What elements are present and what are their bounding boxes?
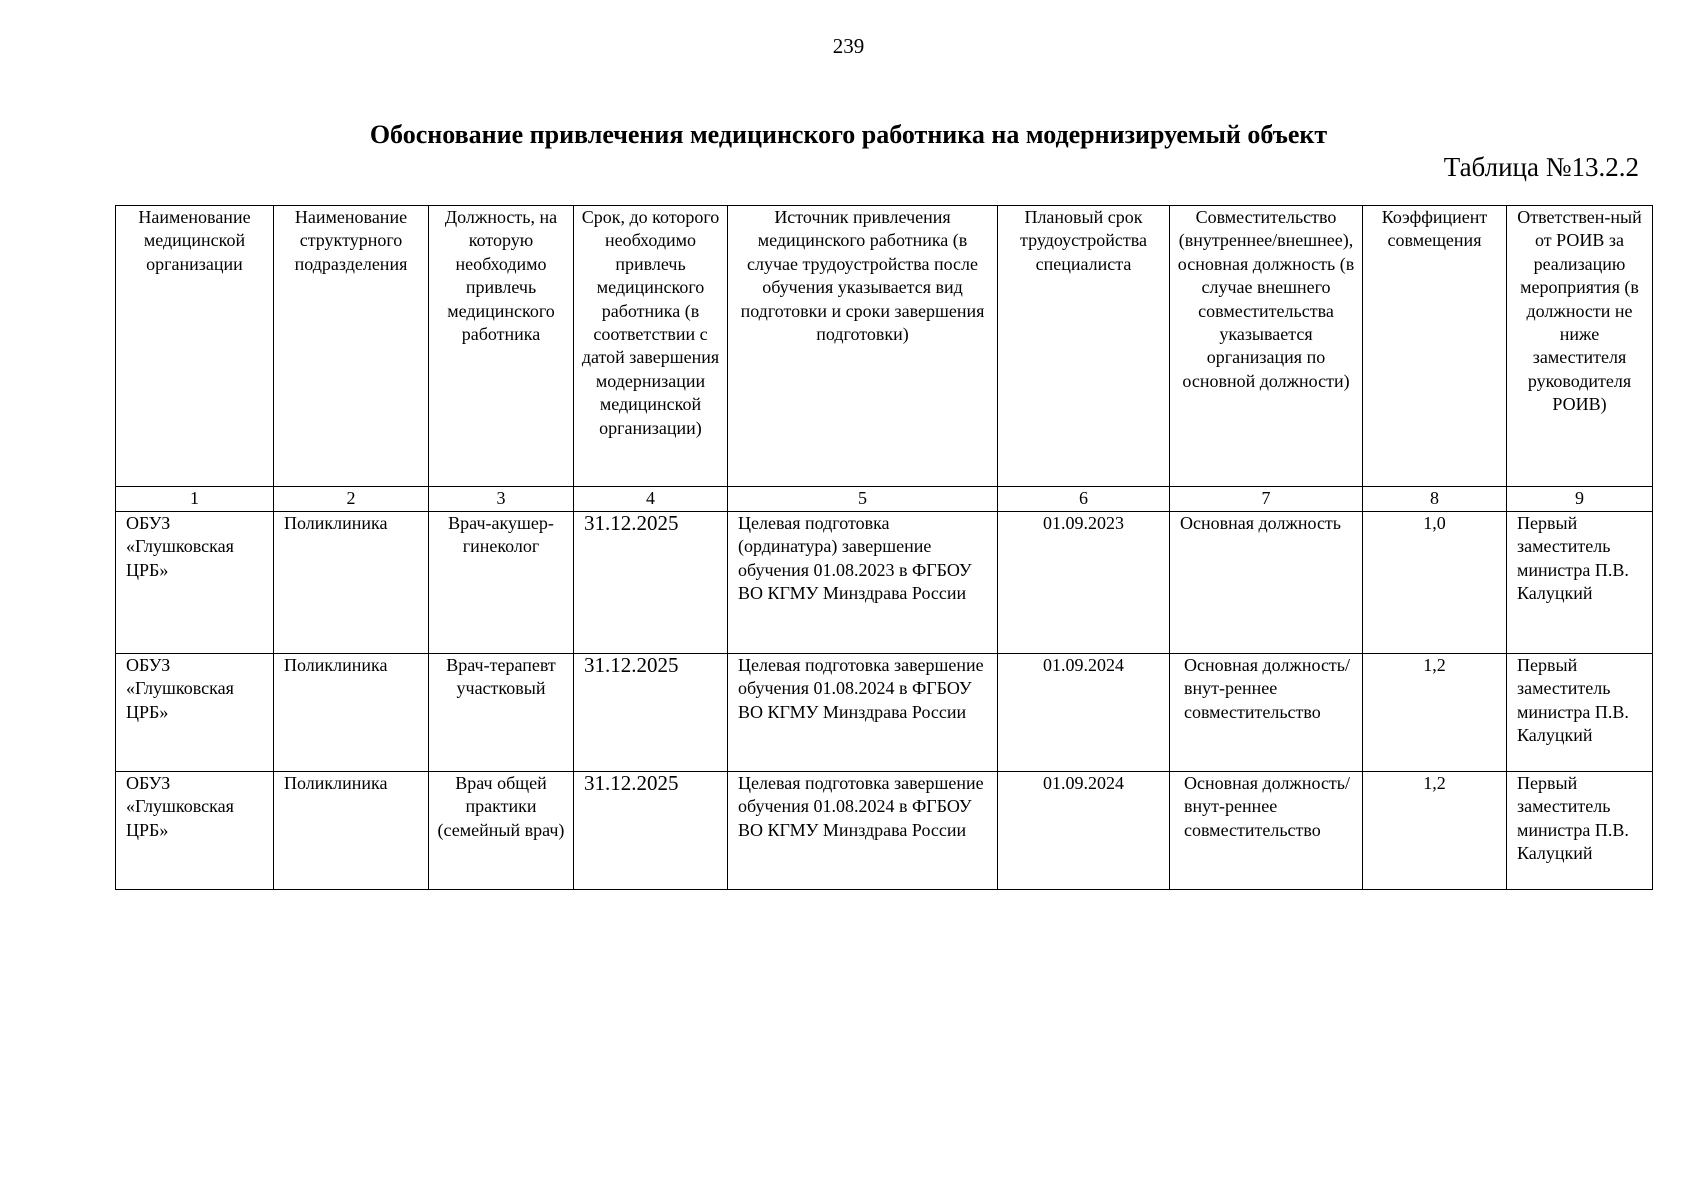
column-number: 5 — [728, 487, 998, 512]
cell-responsible: Первый заместитель министра П.В. Калуцкий — [1507, 772, 1653, 890]
column-number: 4 — [574, 487, 728, 512]
header-coef: Коэффициент совмещения — [1363, 206, 1507, 487]
cell-coef: 1,0 — [1363, 512, 1507, 654]
cell-combination: Основная должность/внут-реннее совместительство — [1170, 772, 1363, 890]
header-deadline: Срок, до которого необходимо привлечь медицинского работника (в соответствии с датой завершения модернизации медицинской организации) — [574, 206, 728, 487]
header-source: Источник привлечения медицинского работника (в случае трудоустройства после обучения указывается вид подготовки и сроки завершения подготовки) — [728, 206, 998, 487]
column-number: 8 — [1363, 487, 1507, 512]
cell-unit: Поликлиника — [274, 654, 429, 772]
cell-planned: 01.09.2023 — [998, 512, 1170, 654]
cell-position: Врач-терапевт участковый — [429, 654, 574, 772]
cell-source: Целевая подготовка завершение обучения 01.08.2024 в ФГБОУ ВО КГМУ Минздрава России — [728, 654, 998, 772]
table-header-row — [116, 206, 1653, 487]
cell-responsible: Первый заместитель министра П.В. Калуцкий — [1507, 654, 1653, 772]
page-title: Обоснование привлечения медицинского работника на модернизируемый объект — [369, 120, 1328, 149]
cell-combination: Основная должность — [1170, 512, 1363, 654]
table-row — [116, 654, 1653, 772]
cell-coef: 1,2 — [1363, 772, 1507, 890]
table-label: Таблица №13.2.2 — [1443, 152, 1639, 182]
cell-deadline: 31.12.2025 — [574, 654, 728, 772]
cell-org: ОБУЗ «Глушковская ЦРБ» — [116, 772, 274, 890]
column-number: 3 — [429, 487, 574, 512]
cell-source: Целевая подготовка завершение обучения 01.08.2024 в ФГБОУ ВО КГМУ Минздрава России — [728, 772, 998, 890]
cell-org: ОБУЗ «Глушковская ЦРБ» — [116, 654, 274, 772]
cell-responsible: Первый заместитель министра П.В. Калуцкий — [1507, 512, 1653, 654]
column-number: 7 — [1170, 487, 1363, 512]
cell-source: Целевая подготовка (ординатура) завершение обучения 01.08.2023 в ФГБОУ ВО КГМУ Минздрава России — [728, 512, 998, 654]
column-number: 9 — [1507, 487, 1653, 512]
header-responsible: Ответствен-ный от РОИВ за реализацию мероприятия (в должности не ниже заместителя руководителя РОИВ) — [1507, 206, 1653, 487]
cell-unit: Поликлиника — [274, 772, 429, 890]
cell-unit: Поликлиника — [274, 512, 429, 654]
table-row — [116, 772, 1653, 890]
page-number: 239 — [832, 34, 865, 58]
cell-position: Врач общей практики (семейный врач) — [429, 772, 574, 890]
cell-planned: 01.09.2024 — [998, 772, 1170, 890]
header-position: Должность, на которую необходимо привлечь медицинского работника — [429, 206, 574, 487]
header-org: Наименование медицинской организации — [116, 206, 274, 487]
column-number-row — [116, 487, 1653, 512]
header-planned: Плановый срок трудоустройства специалиста — [998, 206, 1170, 487]
cell-planned: 01.09.2024 — [998, 654, 1170, 772]
column-number: 6 — [998, 487, 1170, 512]
cell-position: Врач-акушер-гинеколог — [429, 512, 574, 654]
cell-coef: 1,2 — [1363, 654, 1507, 772]
staffing-table — [115, 205, 1653, 890]
cell-combination: Основная должность/внут-реннее совместительство — [1170, 654, 1363, 772]
header-combination: Совместительство (внутреннее/внешнее), основная должность (в случае внешнего совместительства указывается организация по основной должности) — [1170, 206, 1363, 487]
header-unit: Наименование структурного подразделения — [274, 206, 429, 487]
column-number: 1 — [116, 487, 274, 512]
cell-deadline: 31.12.2025 — [574, 512, 728, 654]
column-number: 2 — [274, 487, 429, 512]
cell-deadline: 31.12.2025 — [574, 772, 728, 890]
cell-org: ОБУЗ «Глушковская ЦРБ» — [116, 512, 274, 654]
table-row — [116, 512, 1653, 654]
